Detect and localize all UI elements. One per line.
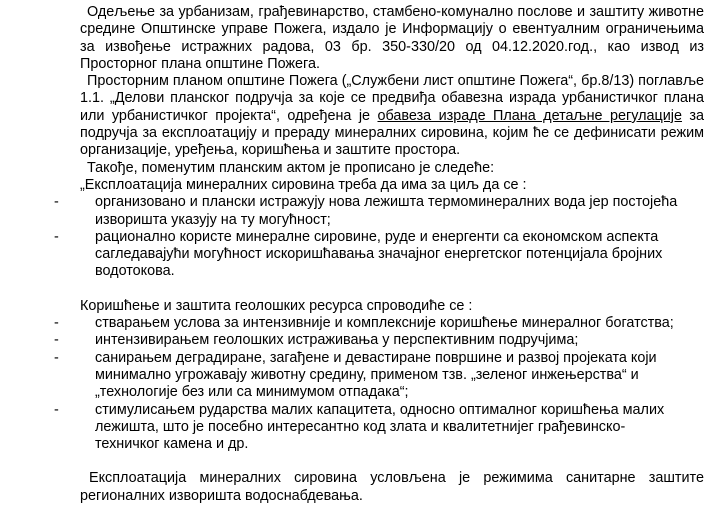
- list-item-line: минимално угрожавају животну средину, применом тзв. „зеленог инжењерства“ и: [95, 366, 639, 383]
- list-dash: -: [54, 332, 59, 349]
- list-item: [54, 349, 704, 402]
- spacer: [80, 281, 704, 298]
- list-item: [54, 315, 704, 332]
- paragraph-exploitation-goal: „Експлоатација минералних сировина треба да има за циљ да се :: [80, 176, 527, 193]
- list-item-line: водотокова.: [95, 263, 175, 280]
- list-item-line: организовано и плански истражују нова лежишта термоминералних вода јер постојећа: [95, 194, 678, 211]
- spacer: [80, 453, 704, 470]
- list-item-line: интензивирањем геолошких истраживања у перспективним подручјима;: [95, 332, 579, 349]
- list-dash: -: [54, 401, 59, 418]
- list-item: [54, 401, 704, 454]
- list-dash: -: [54, 228, 59, 245]
- list-item: [54, 332, 704, 349]
- list-item-line: сагледавајући могућност искоришћавања значајног енергетског потенцијала бројних: [95, 246, 663, 263]
- list-dash: -: [54, 315, 59, 332]
- list-item-line: лежишта, што је посебно интересантно код злата и квалитетнијег грађевинско-: [95, 418, 626, 435]
- list-item-line: стимулисањем рударства малих капацитета, односно оптималног коришћења малих: [95, 401, 665, 418]
- detailed-regulation-plan-obligation: обавеза израде Плана детаљне регулације: [377, 107, 682, 124]
- list-dash: -: [54, 349, 59, 366]
- paragraph-spatial-plan: [80, 73, 704, 159]
- list-item: [54, 228, 704, 281]
- paragraph-geological-resources: Коришћење и заштита геолошких ресурса спроводиће се :: [80, 297, 473, 314]
- paragraph-spatial-plan-text-a: Просторним планом општине Пожега („Службени лист општине Пожега“, бр.8/13) поглавље 1.1. „Делови планског подручја за које се предвиђа обавезна израда урбанистичког плана или урбанистичког пројекта“, одређена је: [80, 73, 704, 124]
- list-item-line: техничког камена и др.: [95, 436, 249, 453]
- paragraph-spatial-plan-text-b: за подручја за експлоатацију и прераду минералних сировина, којим ће се дефинисати режим организације, уређења, коришћења и заштите простора.: [80, 107, 704, 159]
- paragraph-sanitary-protection: Експлоатација минералних сировина условљена је режимима санитарне заштите регионалних изворишта водоснабдевања.: [80, 470, 704, 504]
- list-item: [54, 194, 704, 229]
- list-geological-measures: [54, 315, 704, 453]
- list-item-line: стварањем услова за интензивније и комплексније коришћење минералног богатства;: [95, 315, 674, 332]
- list-exploitation-goals: [54, 194, 704, 280]
- paragraph-information: Одељење за урбанизам, грађевинарство, стамбено-комунално послове и заштиту животне средине Општинске управе Пожега, издало је Информацију о евентуалним ограничењима за извођење истражних радова, 03 бр. 350-330/20 од 04.12.2020.год., као извод из Просторног плана општине Пожега.: [80, 4, 704, 72]
- list-dash: -: [54, 194, 59, 211]
- list-item-line: изворишта указују на ту могућност;: [95, 211, 331, 228]
- paragraph-also-prescribed: Такође, поменутим планским актом је прописано је следеће:: [87, 159, 495, 176]
- list-item-line: „технологије без или са минимумом отпадака“;: [95, 384, 409, 401]
- list-item-line: санирањем деградиране, загађене и девастиране површине и развој пројеката који: [95, 349, 657, 366]
- list-item-line: рационално користе минералне сировине, руде и енергенти са економском аспекта: [95, 228, 659, 245]
